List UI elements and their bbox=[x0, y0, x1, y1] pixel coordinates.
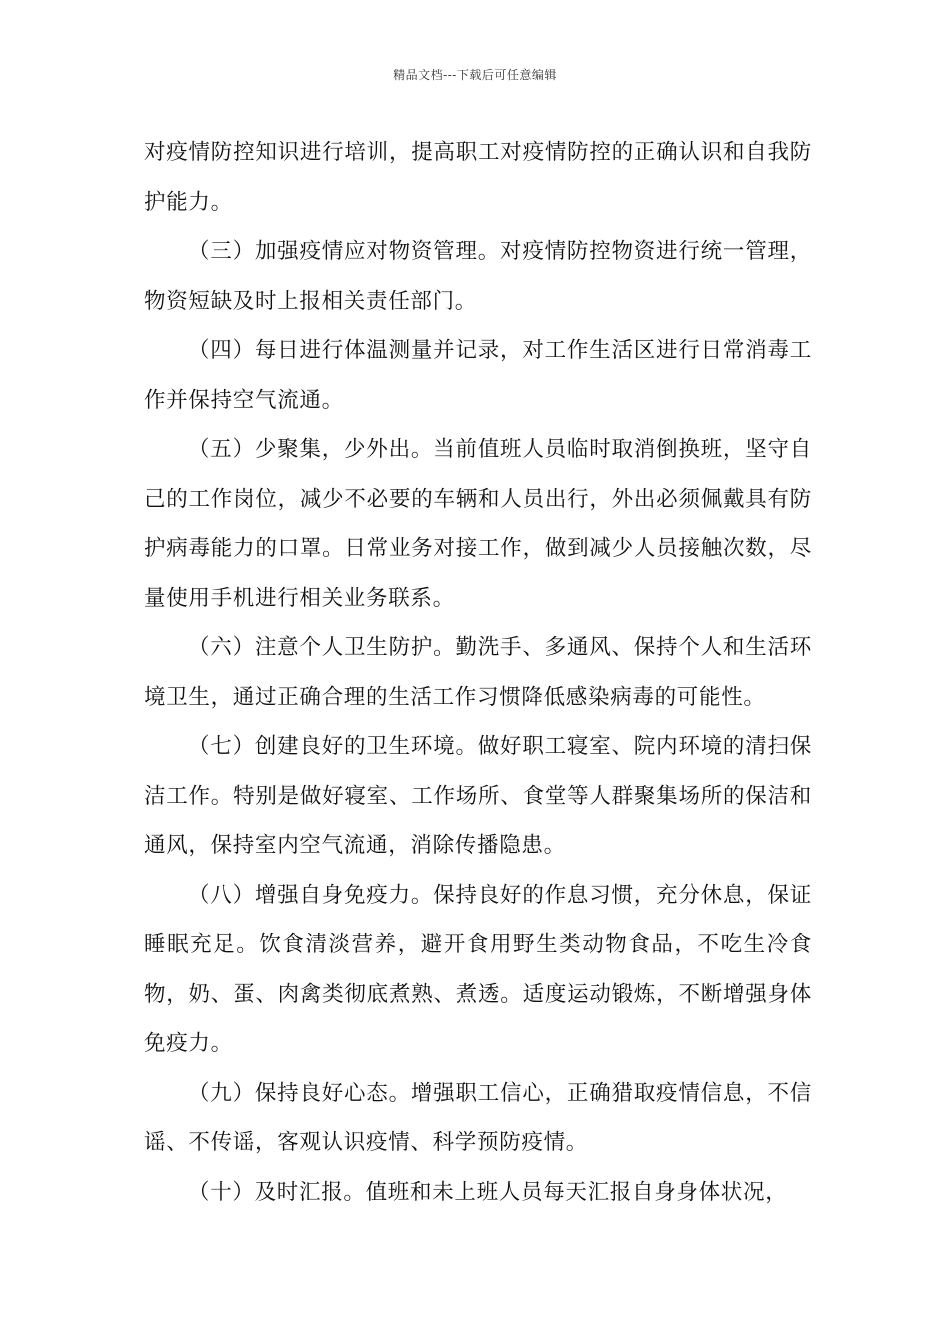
paragraph-item-5: （五）少聚集，少外出。当前值班人员临时取消倒换班，坚守自己的工作岗位，减少不必要的车辆和人员出行，外出必须佩戴具有防护病毒能力的口罩。日常业务对接工作，做到减少人员接触次数，尽量使用手机进行相关业务联系。 bbox=[144, 437, 812, 611]
paragraph-continued: 对疫情防控知识进行培训，提高职工对疫情防控的正确认识和自我防护能力。 bbox=[144, 140, 812, 215]
paragraph-item-10: （十）及时汇报。值班和未上班人员每天汇报自身身体状况， bbox=[188, 1179, 788, 1205]
paragraph-item-8: （八）增强自身免疫力。保持良好的作息习惯，充分休息，保证睡眠充足。饮食清淡营养，避开食用野生类动物食品，不吃生冷食物，奶、蛋、肉禽类彻底煮熟、煮透。适度运动锻炼，不断增强身体免疫力。 bbox=[144, 882, 812, 1056]
paragraph-item-3: （三）加强疫情应对物资管理。对疫情防控物资进行统一管理，物资短缺及时上报相关责任部门。 bbox=[144, 239, 812, 314]
paragraph-item-4: （四）每日进行体温测量并记录，对工作生活区进行日常消毒工作并保持空气流通。 bbox=[144, 338, 812, 413]
document-body bbox=[144, 128, 812, 1217]
paragraph-item-9: （九）保持良好心态。增强职工信心，正确猎取疫情信息，不信谣、不传谣，客观认识疫情、科学预防疫情。 bbox=[144, 1080, 812, 1155]
page-header: 精品文档---下载后可任意编辑 bbox=[393, 68, 557, 82]
paragraph-item-6: （六）注意个人卫生防护。勤洗手、多通风、保持个人和生活环境卫生，通过正确合理的生活工作习惯降低感染病毒的可能性。 bbox=[144, 635, 812, 710]
paragraph-item-7: （七）创建良好的卫生环境。做好职工寝室、院内环境的清扫保洁工作。特别是做好寝室、工作场所、食堂等人群聚集场所的保洁和通风，保持室内空气流通，消除传播隐患。 bbox=[144, 734, 812, 858]
